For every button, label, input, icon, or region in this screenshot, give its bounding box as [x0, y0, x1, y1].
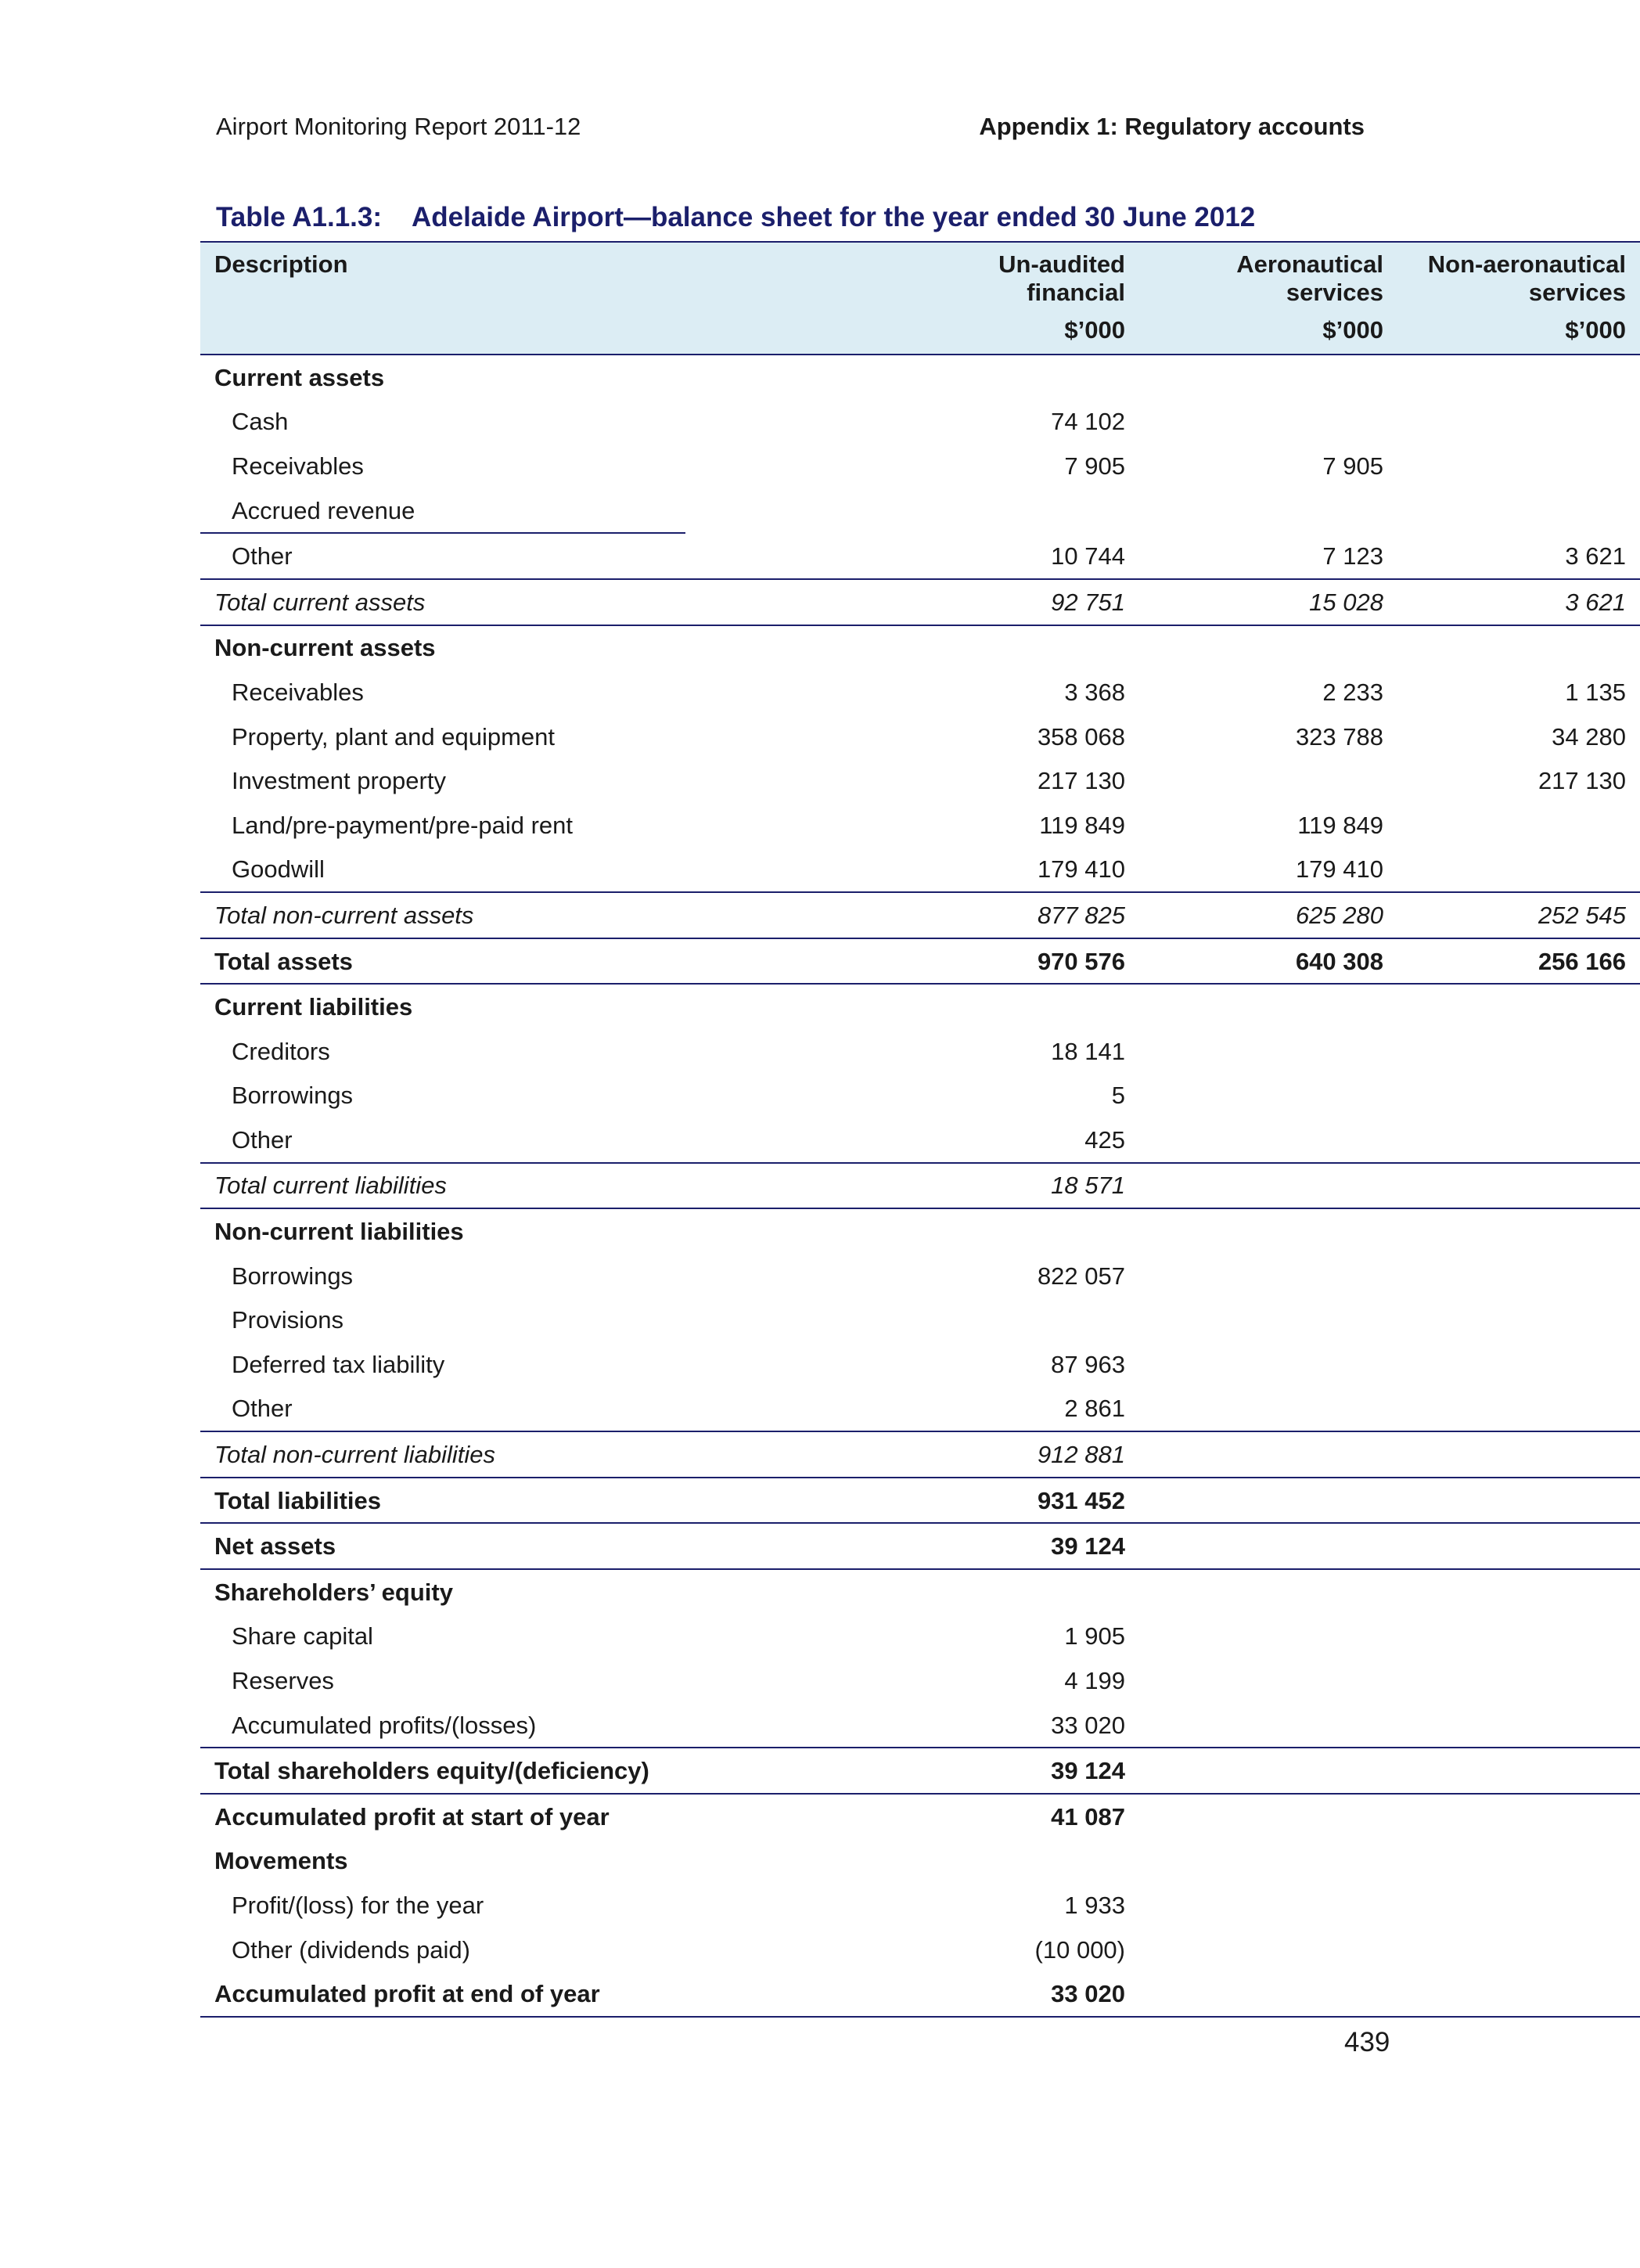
- value-aeronautical: 7 905: [1322, 452, 1383, 480]
- value-nonaeronautical: 256 166: [1397, 938, 1640, 985]
- table-row: [200, 1883, 1640, 1928]
- value-unaudited: 7 905: [1064, 452, 1125, 480]
- value-unaudited: 970 576: [685, 938, 1139, 985]
- row-label: Total shareholders equity/(deficiency): [200, 1748, 685, 1794]
- value-nonaeronautical: [1397, 400, 1640, 445]
- value-nonaeronautical: [1397, 1029, 1640, 1074]
- value-unaudited: [685, 1839, 1139, 1884]
- table-row: [200, 400, 1640, 445]
- table-row: [200, 758, 1640, 803]
- balance-sheet-table: [200, 241, 1640, 2018]
- running-header-section: Appendix 1: Regulatory accounts: [979, 113, 1365, 140]
- row-label: Borrowings: [232, 1262, 354, 1290]
- table-row: [200, 1298, 1640, 1342]
- value-nonaeronautical: [1397, 1794, 1640, 1839]
- value-unaudited: 1 933: [1064, 1891, 1125, 1919]
- value-nonaeronautical: [1397, 1431, 1640, 1478]
- value-unaudited: [685, 1569, 1139, 1615]
- row-label: Profit/(loss) for the year: [232, 1891, 484, 1919]
- value-unaudited: 4 199: [1064, 1667, 1125, 1695]
- table-row: [200, 1794, 1640, 1839]
- value-unaudited: [685, 984, 1139, 1029]
- row-label: Provisions: [232, 1306, 343, 1334]
- row-label: Accumulated profits/(losses): [232, 1711, 537, 1739]
- value-aeronautical: 625 280: [1139, 892, 1397, 938]
- value-nonaeronautical: [1397, 1118, 1640, 1163]
- table-row: [200, 1387, 1640, 1432]
- row-label: Total non-current liabilities: [200, 1431, 685, 1478]
- table-row: [200, 488, 1640, 534]
- header-unit-unaudited: $’000: [685, 316, 1139, 355]
- value-nonaeronautical: [1397, 355, 1640, 400]
- row-label: Borrowings: [232, 1082, 354, 1110]
- value-unaudited: 5: [1111, 1082, 1125, 1110]
- value-unaudited: 87 963: [1051, 1350, 1125, 1378]
- table-caption: [216, 202, 1255, 233]
- table-row: [200, 848, 1640, 893]
- row-label: Current liabilities: [214, 993, 413, 1021]
- value-unaudited: 358 068: [1037, 722, 1125, 751]
- row-label: Movements: [214, 1847, 348, 1875]
- row-label: Total non-current assets: [200, 892, 685, 938]
- table-row: [200, 1615, 1640, 1659]
- table-row: [200, 1658, 1640, 1703]
- row-label: Total liabilities: [200, 1478, 685, 1524]
- header-aeronautical: [1139, 242, 1397, 316]
- table-row: [200, 1118, 1640, 1163]
- value-aeronautical: [1139, 1703, 1397, 1748]
- table-row: [200, 984, 1640, 1029]
- table-row: [200, 1163, 1640, 1209]
- value-nonaeronautical: [1397, 1478, 1640, 1524]
- value-unaudited: 33 020: [1051, 1711, 1125, 1739]
- value-aeronautical: [1139, 758, 1397, 803]
- row-label: Net assets: [200, 1523, 685, 1569]
- table-row: [200, 1703, 1640, 1748]
- row-label: Non-current assets: [214, 634, 436, 662]
- value-unaudited: 1 905: [1064, 1622, 1125, 1651]
- table-body: [200, 355, 1640, 2017]
- value-unaudited: 2 861: [1064, 1395, 1125, 1423]
- table-row: [200, 1254, 1640, 1298]
- value-aeronautical: [1139, 1298, 1397, 1342]
- value-nonaeronautical: [1397, 1971, 1640, 2017]
- value-nonaeronautical: [1397, 1658, 1640, 1703]
- value-aeronautical: [1139, 625, 1397, 671]
- value-unaudited: 179 410: [1037, 855, 1125, 884]
- header-unit-aeronautical: $’000: [1139, 316, 1397, 355]
- table-row: [200, 1478, 1640, 1524]
- value-nonaeronautical: [1397, 1839, 1640, 1884]
- value-aeronautical: [1139, 1029, 1397, 1074]
- value-nonaeronautical: [1397, 488, 1640, 534]
- value-unaudited: 18 571: [685, 1163, 1139, 1209]
- table-row: [200, 444, 1640, 488]
- value-unaudited: 425: [1084, 1125, 1125, 1154]
- value-nonaeronautical: [1397, 1703, 1640, 1748]
- table-row: [200, 938, 1640, 985]
- value-aeronautical: [1139, 1928, 1397, 1972]
- value-nonaeronautical: 1 135: [1565, 678, 1626, 706]
- value-aeronautical: [1139, 400, 1397, 445]
- table-row: [200, 1342, 1640, 1387]
- table-row: [200, 1569, 1640, 1615]
- table-row: [200, 355, 1640, 400]
- table-row: [200, 892, 1640, 938]
- value-unaudited: 10 744: [1051, 542, 1125, 570]
- table-row: [200, 1208, 1640, 1254]
- value-aeronautical: [1139, 1971, 1397, 2017]
- value-unaudited: (10 000): [1034, 1935, 1125, 1964]
- table-row: [200, 1748, 1640, 1794]
- table-row: [200, 803, 1640, 848]
- value-nonaeronautical: [1397, 1615, 1640, 1659]
- row-label: Other (dividends paid): [232, 1935, 470, 1964]
- value-unaudited: [685, 355, 1139, 400]
- row-label: Goodwill: [232, 855, 325, 884]
- header-unaudited: [685, 242, 1139, 316]
- row-label: Share capital: [232, 1622, 373, 1651]
- value-nonaeronautical: [1397, 1387, 1640, 1432]
- row-label: Non-current liabilities: [214, 1218, 464, 1246]
- value-nonaeronautical: [1397, 1074, 1640, 1118]
- header-description: Description: [200, 242, 685, 316]
- running-header-title: Airport Monitoring Report 2011-12: [216, 113, 581, 140]
- value-nonaeronautical: [1397, 1748, 1640, 1794]
- value-unaudited: 217 130: [1037, 767, 1125, 795]
- value-aeronautical: [1139, 1615, 1397, 1659]
- table-row: [200, 1839, 1640, 1884]
- value-aeronautical: 323 788: [1295, 722, 1383, 751]
- row-label: Creditors: [232, 1037, 330, 1065]
- row-label: Total current assets: [200, 579, 685, 625]
- value-aeronautical: [1139, 355, 1397, 400]
- value-aeronautical: [1139, 984, 1397, 1029]
- row-label: Other: [232, 1395, 293, 1423]
- row-label: Other: [232, 542, 293, 571]
- value-aeronautical: [1139, 1523, 1397, 1569]
- value-aeronautical: 640 308: [1139, 938, 1397, 985]
- row-label: Shareholders’ equity: [214, 1578, 453, 1606]
- table-title: Adelaide Airport—balance sheet for the year ended 30 June 2012: [412, 202, 1256, 232]
- value-nonaeronautical: [1397, 1883, 1640, 1928]
- row-label: Total current liabilities: [200, 1163, 685, 1209]
- table-row: [200, 1971, 1640, 2017]
- value-nonaeronautical: [1397, 848, 1640, 893]
- header-unit-nonaeronautical: $’000: [1397, 316, 1640, 355]
- value-aeronautical: [1139, 1074, 1397, 1118]
- table-row: [200, 715, 1640, 759]
- value-unaudited: 877 825: [685, 892, 1139, 938]
- value-nonaeronautical: [1397, 1298, 1640, 1342]
- value-nonaeronautical: [1397, 1163, 1640, 1209]
- value-unaudited: 119 849: [1039, 811, 1125, 839]
- value-aeronautical: 15 028: [1139, 579, 1397, 625]
- row-label: Current assets: [214, 363, 385, 391]
- value-nonaeronautical: [1397, 1254, 1640, 1298]
- value-nonaeronautical: [1397, 1208, 1640, 1254]
- value-nonaeronautical: [1397, 1342, 1640, 1387]
- row-label: Cash: [232, 408, 289, 436]
- header-aeronautical-text: Aeronautical services: [1236, 250, 1383, 306]
- value-aeronautical: 119 849: [1297, 811, 1383, 839]
- value-nonaeronautical: 217 130: [1538, 767, 1626, 795]
- table-header: [200, 242, 1640, 355]
- header-nonaeronautical: Non-aeronautical services: [1397, 242, 1640, 316]
- table-row: [200, 1928, 1640, 1972]
- value-nonaeronautical: [1397, 444, 1640, 488]
- value-aeronautical: [1139, 1387, 1397, 1432]
- header-unaudited-text: Un-audited financial: [998, 250, 1125, 306]
- value-nonaeronautical: [1397, 1928, 1640, 1972]
- value-unaudited: 39 124: [685, 1748, 1139, 1794]
- row-label: Land/pre-payment/pre-paid rent: [232, 811, 573, 839]
- row-label: Other: [232, 1125, 293, 1154]
- value-aeronautical: [1139, 1748, 1397, 1794]
- row-label: Deferred tax liability: [232, 1350, 445, 1378]
- value-unaudited: [685, 1298, 1139, 1342]
- value-nonaeronautical: [1397, 1523, 1640, 1569]
- value-unaudited: 41 087: [1051, 1802, 1125, 1831]
- value-aeronautical: [1139, 1431, 1397, 1478]
- row-label: Accumulated profit at start of year: [214, 1802, 610, 1831]
- row-label: Accrued revenue: [200, 488, 685, 534]
- value-aeronautical: [1139, 1163, 1397, 1209]
- table-row: [200, 670, 1640, 715]
- value-aeronautical: [1139, 1254, 1397, 1298]
- value-nonaeronautical: 3 621: [1565, 542, 1626, 570]
- page-number: 439: [1344, 2027, 1390, 2057]
- row-label: Receivables: [232, 452, 364, 480]
- table-row: [200, 1074, 1640, 1118]
- value-unaudited: 92 751: [685, 579, 1139, 625]
- value-nonaeronautical: 252 545: [1397, 892, 1640, 938]
- value-aeronautical: [1139, 1569, 1397, 1615]
- value-aeronautical: [1139, 1208, 1397, 1254]
- row-label: Receivables: [232, 678, 364, 706]
- value-nonaeronautical: [1397, 625, 1640, 671]
- table-row: [200, 1431, 1640, 1478]
- table-row: [200, 625, 1640, 671]
- value-aeronautical: [1139, 1342, 1397, 1387]
- value-nonaeronautical: [1397, 984, 1640, 1029]
- value-unaudited: 822 057: [1037, 1262, 1125, 1290]
- value-aeronautical: 2 233: [1322, 678, 1383, 706]
- value-aeronautical: [1139, 1658, 1397, 1703]
- table-row: [200, 1029, 1640, 1074]
- table-number: Table A1.1.3:: [216, 202, 383, 232]
- value-unaudited: [685, 1208, 1139, 1254]
- value-unaudited: [685, 625, 1139, 671]
- value-aeronautical: [1139, 488, 1397, 534]
- value-unaudited: 33 020: [685, 1971, 1139, 2017]
- value-unaudited: 931 452: [685, 1478, 1139, 1524]
- table-row: [200, 1523, 1640, 1569]
- header-unit-spacer: [200, 316, 685, 355]
- value-aeronautical: [1139, 1118, 1397, 1163]
- value-aeronautical: [1139, 1883, 1397, 1928]
- value-nonaeronautical: 34 280: [1552, 722, 1626, 751]
- value-aeronautical: [1139, 1839, 1397, 1884]
- row-label: Investment property: [232, 767, 446, 795]
- value-nonaeronautical: [1397, 1569, 1640, 1615]
- row-label: Total assets: [200, 938, 685, 985]
- value-unaudited: 39 124: [685, 1523, 1139, 1569]
- value-unaudited: [685, 488, 1139, 534]
- value-aeronautical: [1139, 1794, 1397, 1839]
- value-aeronautical: 179 410: [1295, 855, 1383, 884]
- table-row: [200, 533, 1640, 579]
- value-nonaeronautical: 3 621: [1397, 579, 1640, 625]
- value-aeronautical: 7 123: [1322, 542, 1383, 570]
- value-unaudited: 74 102: [1051, 408, 1125, 436]
- table-row: [200, 579, 1640, 625]
- row-label: Property, plant and equipment: [232, 722, 556, 751]
- value-unaudited: 3 368: [1064, 678, 1125, 706]
- row-label: Accumulated profit at end of year: [200, 1971, 685, 2017]
- value-nonaeronautical: [1397, 803, 1640, 848]
- value-aeronautical: [1139, 1478, 1397, 1524]
- value-unaudited: 912 881: [685, 1431, 1139, 1478]
- row-label: Reserves: [232, 1667, 334, 1695]
- value-unaudited: 18 141: [1051, 1037, 1125, 1065]
